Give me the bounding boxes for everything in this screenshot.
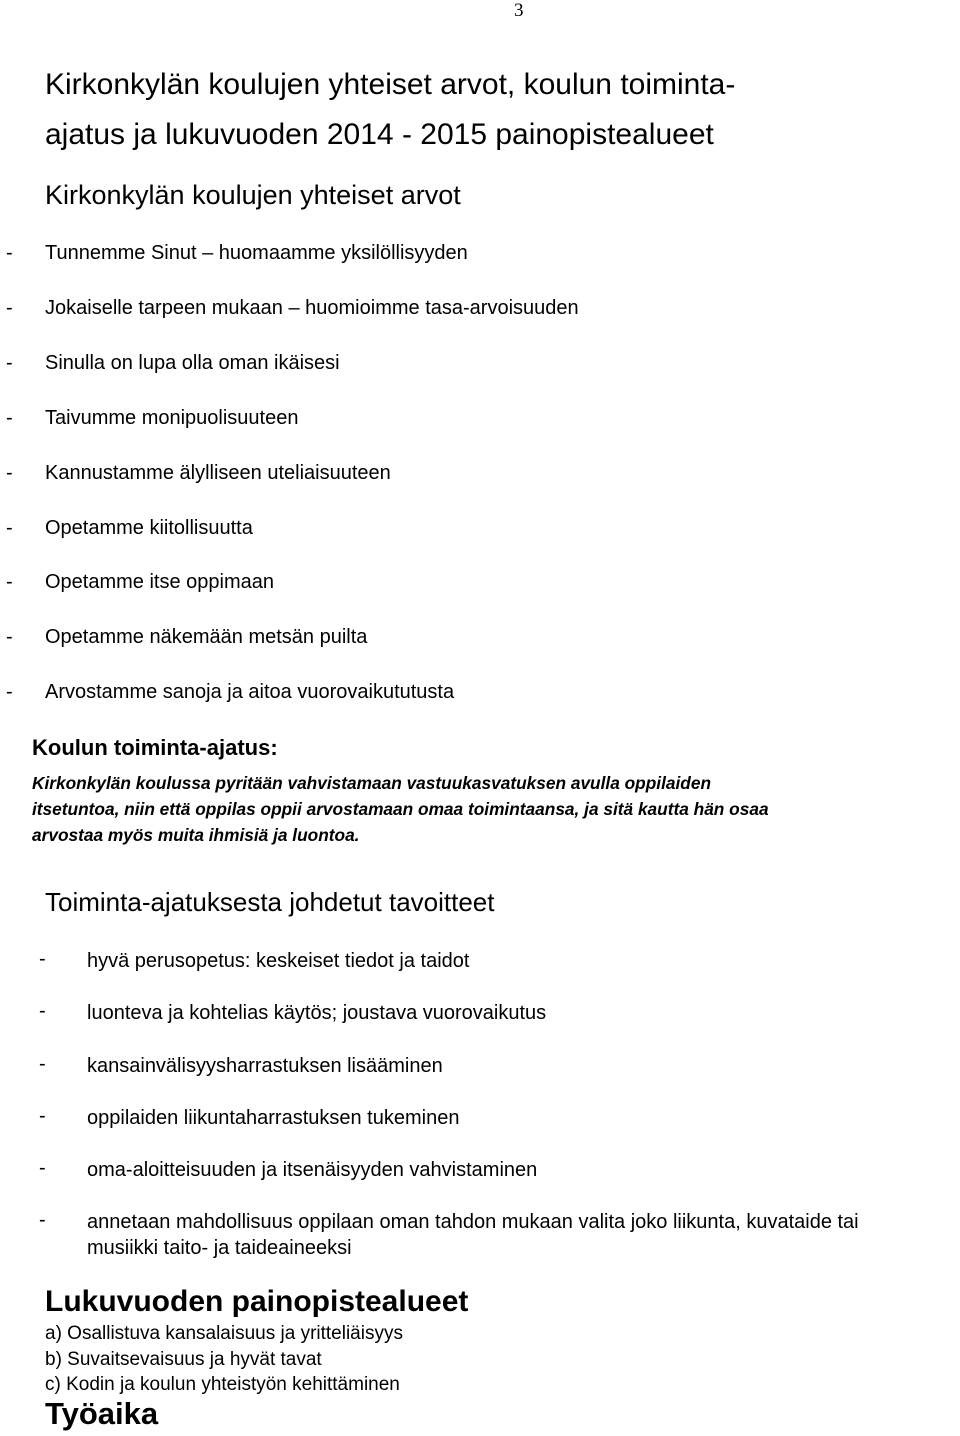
value-text: Sinulla on lupa olla oman ikäisesi (45, 352, 340, 374)
goals-heading: Toiminta-ajatuksesta johdetut tavoitteet (45, 887, 495, 917)
goal-text: oma-aloitteisuuden ja itsenäisyyden vahvistaminen (87, 1159, 538, 1181)
value-text: Arvostamme sanoja ja aitoa vuorovaikututusta (45, 681, 455, 703)
value-text: Taivumme monipuolisuuteen (45, 407, 299, 429)
list-dash: - (6, 571, 13, 593)
goal-text: luonteva ja kohtelias käytös; joustava vuorovaikutus (87, 1002, 547, 1024)
list-dash: - (39, 1157, 46, 1179)
mission-statement (32, 770, 960, 848)
mission-line: itsetuntoa, niin että oppilas oppii arvostamaan omaa toimintaansa, ja sitä kautta hän osaa (32, 799, 769, 819)
mission-line: Kirkonkylän koulussa pyritään vahvistamaan vastuukasvatuksen avulla oppilaiden (32, 773, 712, 793)
document-title-line-2: ajatus ja lukuvuoden 2014 - 2015 painopistealueet (45, 118, 714, 151)
list-dash: - (39, 1209, 46, 1231)
worktime-heading: Työaika (45, 1396, 159, 1431)
list-dash: - (39, 948, 46, 970)
value-text: Opetamme itse oppimaan (45, 571, 275, 593)
goal-text: kansainvälisyysharrastuksen lisääminen (87, 1055, 443, 1077)
list-dash: - (6, 681, 13, 703)
list-dash: - (6, 352, 13, 374)
list-dash: - (6, 242, 13, 264)
list-dash: - (6, 517, 13, 539)
document-title-line-1: Kirkonkylän koulujen yhteiset arvot, koulun toiminta- (45, 68, 736, 101)
page-number: 3 (514, 0, 524, 21)
focus-item: a) Osallistuva kansalaisuus ja yritteliäisyys (45, 1323, 403, 1344)
focus-heading: Lukuvuoden painopistealueet (45, 1285, 469, 1318)
list-dash: - (39, 1000, 46, 1022)
mission-line: arvostaa myös muita ihmisiä ja luontoa. (32, 825, 360, 845)
value-text: Jokaiselle tarpeen mukaan – huomioimme tasa-arvoisuuden (45, 297, 579, 319)
goal-text: annetaan mahdollisuus oppilaan oman tahdon mukaan valita joko liikunta, kuvataide tai (87, 1211, 859, 1233)
list-dash: - (39, 1105, 46, 1127)
list-dash: - (6, 626, 13, 648)
value-text: Opetamme kiitollisuutta (45, 517, 253, 539)
list-dash: - (6, 297, 13, 319)
goal-text: hyvä perusopetus: keskeiset tiedot ja taidot (87, 950, 470, 972)
value-text: Kannustamme älylliseen uteliaisuuteen (45, 462, 391, 484)
focus-item: b) Suvaitsevaisuus ja hyvät tavat (45, 1349, 322, 1370)
values-heading: Kirkonkylän koulujen yhteiset arvot (45, 180, 461, 210)
value-text: Opetamme näkemään metsän puilta (45, 626, 368, 648)
list-dash: - (39, 1053, 46, 1075)
mission-heading: Koulun toiminta-ajatus: (32, 735, 278, 760)
goal-text-continued: musiikki taito- ja taideaineeksi (87, 1237, 352, 1259)
list-dash: - (6, 462, 13, 484)
goal-text: oppilaiden liikuntaharrastuksen tukeminen (87, 1107, 460, 1129)
list-dash: - (6, 407, 13, 429)
focus-item: c) Kodin ja koulun yhteistyön kehittäminen (45, 1374, 400, 1395)
value-text: Tunnemme Sinut – huomaamme yksilöllisyyden (45, 242, 468, 264)
